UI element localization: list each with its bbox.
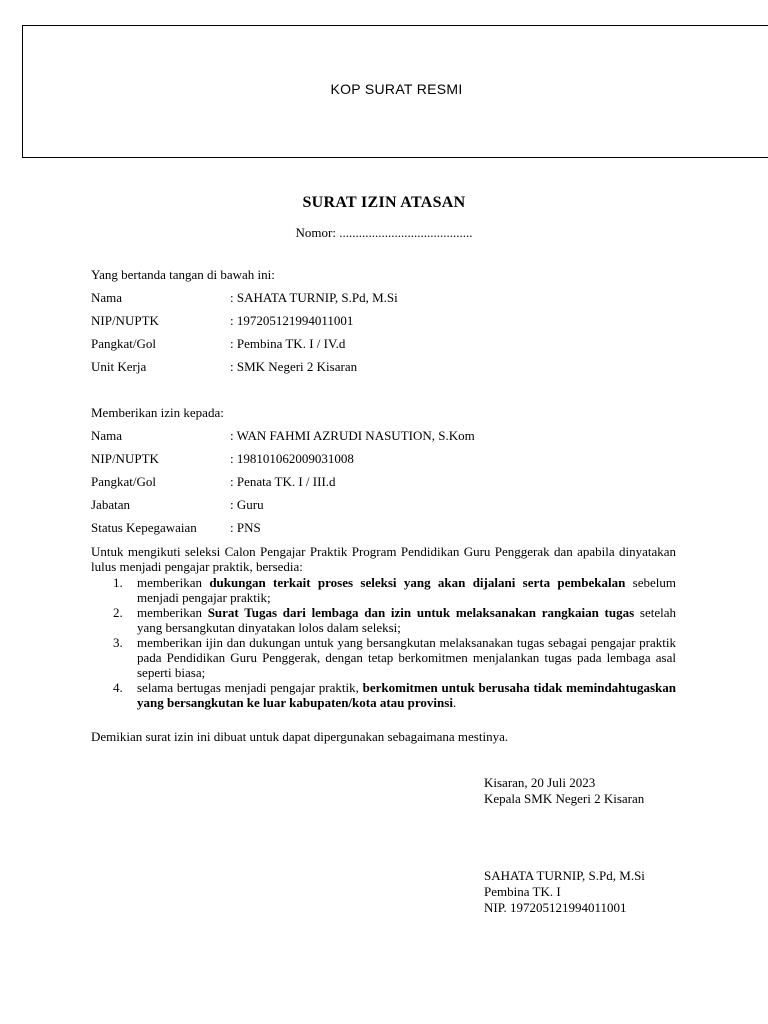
field-label: Nama: [91, 428, 123, 443]
purpose-paragraph: Untuk mengikuti seleksi Calon Pengajar Praktik Program Pendidikan Guru Penggerak dan apabila dinyatakan lulus menjadi pengajar praktik, bersedia:: [91, 544, 676, 574]
field-value: : PNS: [230, 520, 261, 535]
field-label: NIP/NUPTK: [91, 451, 159, 466]
letter-number: Nomor: .........................................: [295, 225, 473, 240]
signature-name: SAHATA TURNIP, S.Pd, M.Si: [484, 868, 645, 883]
closing-sentence: Demikian surat izin ini dibuat untuk dapat dipergunakan sebagaimana mestinya.: [91, 729, 509, 744]
field-label: Status Kepegawaian: [91, 520, 197, 535]
item-text: .: [452, 695, 457, 710]
signature-position: Kepala SMK Negeri 2 Kisaran: [484, 791, 645, 806]
list-item: [91, 635, 676, 680]
list-number: 2.: [113, 605, 123, 620]
item-text: memberikan: [137, 575, 210, 590]
field-value: : Pembina TK. I / IV.d: [230, 336, 346, 351]
field-label: Nama: [91, 290, 123, 305]
item-text: sebelum menjadi pengajar praktik;: [137, 575, 676, 605]
field-label: Jabatan: [91, 497, 130, 512]
item-text: memberikan: [137, 605, 208, 620]
list-item: [91, 605, 676, 635]
item-text: setelah yang bersangkutan dinyatakan lolos dalam seleksi;: [137, 605, 676, 635]
field-value: : SMK Negeri 2 Kisaran: [230, 359, 358, 374]
item-text: selama bertugas menjadi pengajar praktik,: [137, 680, 363, 695]
list-number: 1.: [113, 575, 123, 590]
field-value: : 198101062009031008: [230, 451, 354, 466]
field-value: : WAN FAHMI AZRUDI NASUTION, S.Kom: [230, 428, 475, 443]
list-number: 4.: [113, 680, 123, 695]
signature-rank: Pembina TK. I: [484, 884, 561, 899]
list-item: [91, 575, 676, 605]
signature-place-date: Kisaran, 20 Juli 2023: [484, 775, 596, 790]
field-label: Pangkat/Gol: [91, 474, 156, 489]
letterhead-text: KOP SURAT RESMI: [330, 81, 463, 97]
item-bold-text: berkomitmen untuk berusaha tidak memindahtugaskan yang bersangkutan ke luar kabupaten/kota atau provinsi: [137, 680, 676, 710]
intro-recipient: Memberikan izin kepada:: [91, 405, 224, 420]
field-value: : 197205121994011001: [230, 313, 354, 328]
list-number: 3.: [113, 635, 123, 650]
item-text: memberikan ijin dan dukungan untuk yang bersangkutan melaksanakan tugas sebagai pengajar praktik pada Pendidikan Guru Penggerak, dengan tetap berkomitmen menjalankan tugas pada lembaga asal seperti biasa;: [137, 635, 676, 680]
letter-title: SURAT IZIN ATASAN: [302, 194, 466, 211]
field-label: Unit Kerja: [91, 359, 147, 374]
list-item: [91, 680, 676, 710]
letterhead-box: [22, 25, 768, 158]
intro-signatory: Yang bertanda tangan di bawah ini:: [91, 267, 275, 282]
field-label: NIP/NUPTK: [91, 313, 159, 328]
signature-nip: NIP. 197205121994011001: [484, 900, 627, 915]
item-bold-text: Surat Tugas dari lembaga dan izin untuk melaksanakan rangkaian tugas: [207, 605, 635, 620]
field-label: Pangkat/Gol: [91, 336, 156, 351]
field-value: : SAHATA TURNIP, S.Pd, M.Si: [230, 290, 398, 305]
field-value: : Guru: [230, 497, 264, 512]
item-bold-text: dukungan terkait proses seleksi yang akan dijalani serta pembekalan: [209, 575, 626, 590]
field-value: : Penata TK. I / III.d: [230, 474, 336, 489]
commitment-list: [91, 575, 676, 710]
